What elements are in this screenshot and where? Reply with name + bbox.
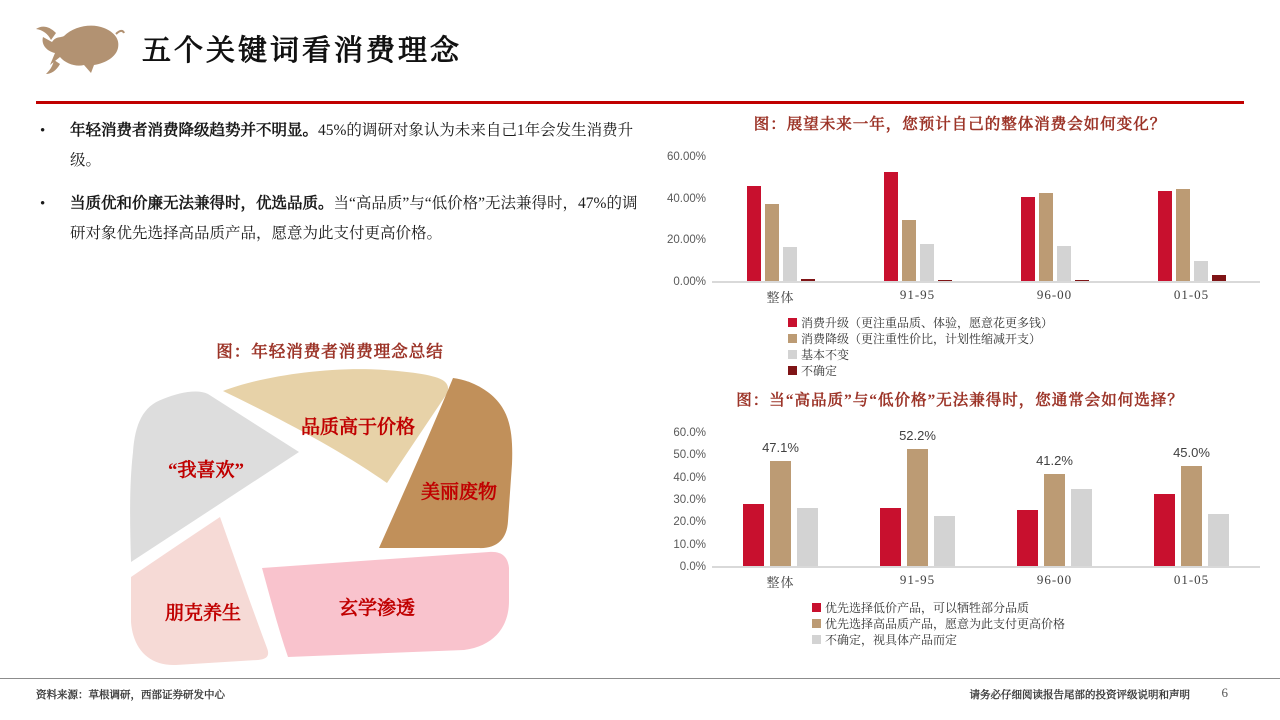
bullet-list (38, 116, 650, 262)
legend-swatch (788, 350, 797, 359)
x-axis-labels (712, 572, 1260, 591)
legend-swatch (788, 318, 797, 327)
petal-label: “我喜欢” (167, 460, 245, 481)
bar (1173, 444, 1210, 567)
bar (1176, 189, 1190, 281)
plot-area (712, 156, 1260, 283)
bar (884, 172, 898, 281)
x-axis-labels (712, 287, 1260, 306)
bullet-rest-text: 当“高品质”与“低价格”无法兼得时，47%的调研对象优先选择高品质产品，愿意为此支付更高价格。 (70, 195, 638, 242)
y-tick-label: 40.0% (673, 471, 706, 484)
bar-group (986, 156, 1123, 281)
legend-label: 基本不变 (801, 347, 850, 362)
legend-row (812, 615, 1260, 631)
y-tick-label: 60.00% (666, 151, 706, 163)
bar (765, 204, 779, 282)
bar-group (849, 156, 986, 281)
page-title: 五个关键词看消费理念 (142, 35, 463, 67)
y-tick-label: 40.00% (666, 192, 706, 205)
x-category-label: 01-05 (1173, 572, 1210, 587)
bar (747, 186, 761, 281)
y-tick-label: 20.0% (673, 516, 706, 529)
x-category-label: 91-95 (899, 287, 936, 302)
legend-label: 不确定 (801, 363, 838, 378)
bar-group (849, 428, 986, 566)
bar (1057, 246, 1071, 281)
legend-row (788, 314, 1260, 330)
chart-title: 图：当“高品质”与“低价格”无法兼得时，您通常会如何选择？ (736, 392, 1184, 409)
bar (1071, 489, 1092, 566)
bar (902, 220, 916, 281)
y-axis (660, 427, 712, 573)
legend-row (788, 330, 1260, 346)
y-axis (660, 151, 712, 288)
petal-label: 朋克养生 (164, 603, 242, 624)
chart-plot (660, 427, 1260, 573)
bullet-dot: • (40, 196, 46, 212)
plot-area (712, 428, 1260, 568)
bullet-rest-text: 45%的调研对象认为未来自己1年会发生消费升级。 (70, 122, 634, 169)
legend-label: 优先选择低价产品，可以牺牲部分品质 (825, 600, 1030, 615)
y-tick-label: 20.00% (666, 234, 706, 247)
legend-row (788, 346, 1260, 362)
legend-swatch (812, 603, 821, 612)
bar-group (1123, 156, 1260, 281)
chart-plot (660, 151, 1260, 288)
bullet-item (38, 116, 650, 176)
bar (1021, 197, 1035, 281)
bar (899, 428, 936, 566)
bullet-bold-text: 年轻消费者消费降级趋势并不明显。 (70, 122, 319, 139)
bull-logo-icon (34, 16, 126, 82)
bullet-dot: • (40, 123, 46, 139)
y-tick-label: 10.0% (673, 538, 706, 551)
bar (1075, 280, 1089, 281)
bar (743, 504, 764, 566)
bar (783, 247, 797, 281)
legend-label: 消费升级（更注重品质、体验，愿意花更多钱） (801, 315, 1054, 330)
bar (1212, 275, 1226, 281)
bar (934, 516, 955, 566)
legend-swatch (788, 366, 797, 375)
bar (920, 244, 934, 281)
chart-legend (812, 599, 1260, 647)
bar (938, 280, 952, 281)
petal-label: 玄学渗透 (338, 598, 416, 619)
footer-divider (0, 678, 1280, 679)
legend-row (812, 631, 1260, 647)
y-tick-label: 50.0% (673, 449, 706, 462)
bar (801, 279, 815, 281)
petal-label: 美丽废物 (420, 482, 498, 503)
bullet-bold-text: 当质优和价廉无法兼得时，优选品质。 (70, 195, 334, 212)
bar (1036, 453, 1073, 566)
bar (1194, 261, 1208, 281)
bar (1208, 514, 1229, 566)
bar (1017, 510, 1038, 567)
x-category-label: 91-95 (899, 572, 936, 587)
petal-label: 品质高于价格 (300, 417, 416, 438)
diagram-title: 图：年轻消费者消费理念总结 (216, 342, 444, 361)
bar-group (1123, 432, 1260, 566)
x-category-label: 01-05 (1173, 287, 1210, 302)
data-label: 47.1% (762, 439, 799, 455)
bar (797, 508, 818, 566)
x-category-label: 96-00 (1036, 572, 1073, 587)
legend-label: 优先选择高品质产品，愿意为此支付更高价格 (825, 616, 1066, 631)
chart-legend (788, 314, 1260, 378)
bar (762, 439, 799, 566)
legend-swatch (788, 334, 797, 343)
x-category-label: 整体 (766, 290, 795, 305)
y-tick-label: 0.00% (673, 276, 706, 288)
bar (1154, 494, 1175, 566)
data-label: 41.2% (1036, 453, 1073, 468)
bar (1158, 191, 1172, 281)
data-label: 45.0% (1173, 444, 1210, 460)
chart-consumption-change (660, 112, 1260, 378)
bar-group (986, 432, 1123, 566)
y-tick-label: 30.0% (673, 494, 706, 506)
y-tick-label: 0.0% (679, 561, 706, 573)
chart-quality-vs-price (660, 388, 1260, 647)
bar-group (712, 432, 849, 566)
x-category-label: 整体 (766, 575, 795, 590)
data-label: 52.2% (899, 428, 936, 444)
legend-label: 消费降级（更注重性价比，计划性缩减开支） (801, 331, 1042, 346)
y-tick-label: 60.0% (673, 427, 706, 439)
legend-row (812, 599, 1260, 615)
x-category-label: 96-00 (1036, 287, 1073, 302)
legend-label: 不确定，视具体产品而定 (825, 632, 958, 647)
consumption-concepts-pinwheel (110, 365, 530, 675)
header-divider (36, 101, 1244, 104)
bullet-item (38, 189, 650, 249)
bar (1039, 193, 1053, 281)
page-number: 6 (1221, 685, 1228, 700)
source-note: 资料来源：草根调研，西部证券研发中心 (36, 690, 225, 701)
bar-group (712, 156, 849, 281)
legend-row (788, 362, 1260, 378)
bar (880, 508, 901, 567)
legend-swatch (812, 635, 821, 644)
disclaimer-note: 请务必仔细阅读报告尾部的投资评级说明和声明 (969, 690, 1190, 701)
legend-swatch (812, 619, 821, 628)
chart-title: 图：展望未来一年，您预计自己的整体消费会如何变化？ (753, 116, 1167, 133)
